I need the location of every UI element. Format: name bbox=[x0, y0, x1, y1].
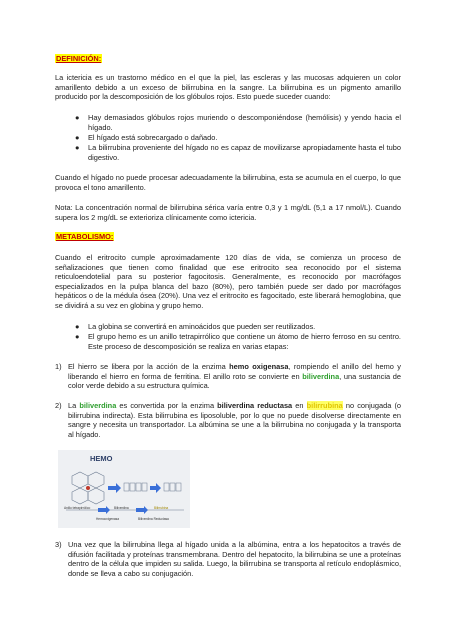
figure-title: HEMO bbox=[90, 454, 113, 463]
bullet-dot-icon: ● bbox=[75, 143, 80, 152]
hemo-diagram bbox=[58, 450, 190, 528]
figure-label: Biliverdina Reductasa bbox=[138, 517, 169, 521]
paragraph-metabolismo: Cuando el eritrocito cumple aproximadamente 120 días de vida, se comienza un proceso de señalizaciones que tienen como finalidad que ese eritrocito sea reconocido por el sistema reticuloendotelial para su posterior fagocitosis. Generalmente, es reconocido por macrófagos especializados en la pulpa blanca del bazo (80%), pero también puede ser dado por macrófagos hepáticos o de la médula ósea (20%). Una vez el eritrocito es fagocitado, este liberará hemoglobina, que se dividirá a su vez en globina y grupo hemo. bbox=[55, 253, 401, 310]
paragraph-nota: Nota: La concentración normal de bilirrubina sérica varía entre 0,3 y 1 mg/dL (5,1 a 17 nmol/L). Cuando supera los 2 mg/dL se exterioriza clínicamente como ictericia. bbox=[55, 203, 401, 222]
figure-label: Anillo tetrapirrólico bbox=[64, 506, 91, 510]
figure-label: Bilirrubina bbox=[154, 506, 169, 510]
document-page: DEFINICIÓN: La ictericia es un trastorno médico en el que la piel, las escleras y las mucosas adquieren un color amarillento debido a un exceso de bilirrubina en la sangre. La bilirrubina es un pigmento amarillo producido por la descomposición de los glóbulos rojos. Esto puede suceder cuando: ● Hay demasiados glóbulos rojos muriendo o descomponiéndose (hemólisis) y yendo hacia el hígado. ● El hígado está sobrecargado o dañado. ● La bilirrubina proveniente del hígado no es capaz de movilizarse apropiadamente hasta el tubo digestivo. Cuando el hígado no puede procesar adecuadamente la bilirrubina, esta se acumula en el cuerpo, lo que provoca el tono amarillento. Nota: La concentración normal de bilirrubina sérica varía entre 0,3 y 1 mg/dL (5,1 a 17 nmol/L). Cuando supera los 2 mg/dL se exterioriza clínicamente como ictericia. METABOLISMO: Cuando el eritrocito cumple aproximadamente 120 días de vida, se comienza un proceso de señalizaciones que tienen como finalidad que ese eritrocito sea reconocido por el sistema reticuloendotelial para su posterior fagocitosis. Generalmente, es reconocido por macrófagos especializados en la pulpa blanca del bazo (80%), pero también puede ser dado por macrófagos hepáticos o de la médula ósea (20%). Una vez el eritrocito es fagocitado, este liberará hemoglobina, que se dividirá a su vez en globina y grupo hemo. ● La globina se convertirá en aminoácidos que pueden ser reutilizados. ● El grupo hemo es un anillo tetrapirrólico que contiene un átomo de hierro ferroso en su centro. Este proceso de descomposición se realiza en varias etapas: 1) El hierro se libera por la acción de la enzima hemo oxigenasa, rompiendo el anillo del hemo y liberando el hierro en forma de ferritina. El anillo roto se convierte en biliverdina, una sustancia de color verde debido a su estructura química. 2) La biliverdina es convertida por la enzima biliverdina reductasa en bilirrubina no conjugada (o bilirrubina indirecta). Esta bilirrubina es liposoluble, por lo que no puede disolverse directamente en sangre y necesita un transportador. La albúmina se une a la bilirrubina no conjugada y la transporta al hígado. HEMO Biliverdina Bilirrubina Anillo tetrapirrólico Hemooxigenasa Biliverdina Reductasa 3) Una vez que la bilirrubina llega al hígado unida a la albúmina, entra a los hepatocitos a través de difusión facilitada y proteínas transmembrana. Dentro del hepatocito, la bilirrubina se une a proteínas dentro de la célula que impiden su salida. Luego, la bilirrubina se transporta al retículo endoplásmico, donde se lleva a cabo su conjugación. bbox=[55, 54, 402, 578]
bullet-dot-icon: ● bbox=[75, 133, 80, 142]
heading-metabolismo: METABOLISMO: bbox=[56, 232, 114, 241]
figure-label: Hemooxigenasa bbox=[96, 517, 120, 521]
hemo-figure bbox=[58, 450, 190, 528]
bullet-dot-icon: ● bbox=[75, 113, 80, 122]
paragraph-acumulacion: Cuando el hígado no puede procesar adecuadamente la bilirrubina, esta se acumula en el cuerpo, lo que provoca el tono amarillento. bbox=[55, 173, 401, 192]
bullet-dot-icon: ● bbox=[75, 322, 80, 331]
paragraph-definicion: La ictericia es un trastorno médico en el que la piel, las escleras y las mucosas adquieren un color amarillento debido a un exceso de bilirrubina en la sangre. La bilirrubina es un pigmento amarillo producido por la descomposición de los glóbulos rojos. Esto puede suceder cuando: bbox=[55, 73, 401, 102]
bullet-dot-icon: ● bbox=[75, 332, 80, 341]
heading-definicion: DEFINICIÓN: bbox=[56, 54, 102, 63]
figure-label: Biliverdina bbox=[114, 506, 129, 510]
